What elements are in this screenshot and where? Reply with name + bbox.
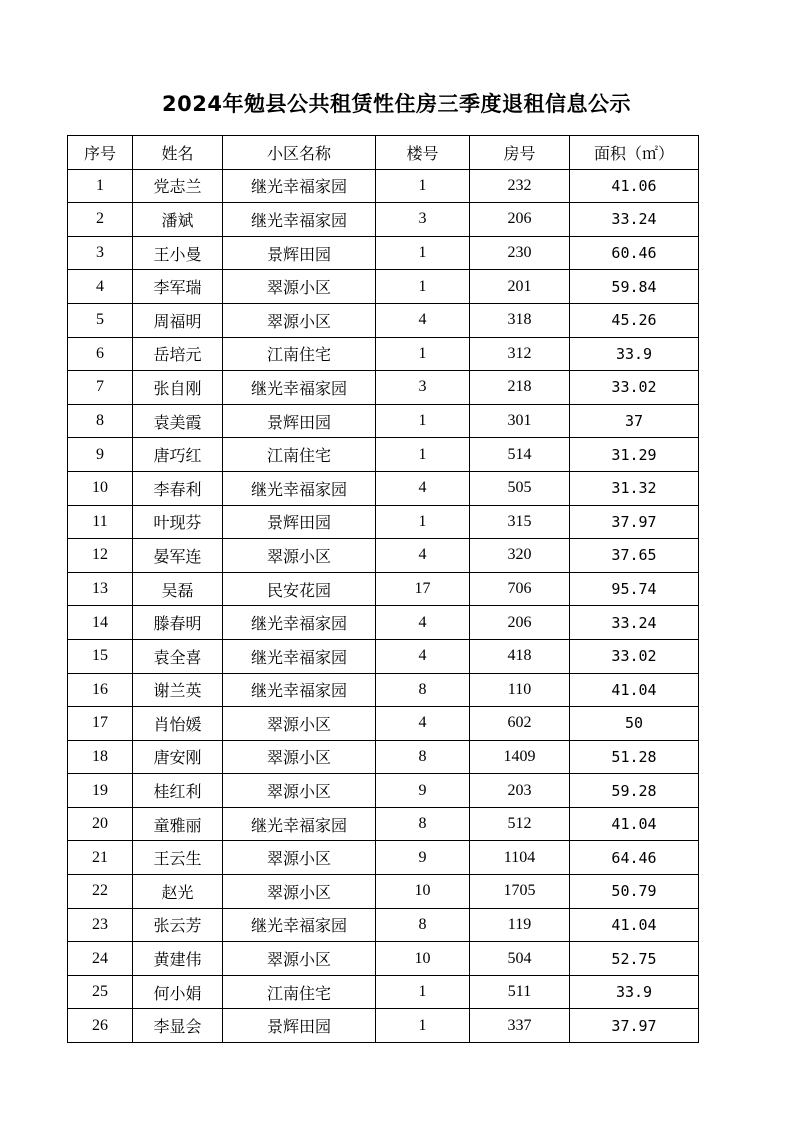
table-row [68,807,699,841]
table-row [68,337,699,371]
cell-community: 继光幸福家园 [223,203,376,237]
cell-index: 20 [68,807,133,841]
cell-community: 继光幸福家园 [223,807,376,841]
cell-area: 60.46 [570,236,699,270]
table-row [68,371,699,405]
header-community: 小区名称 [223,136,376,170]
cell-name: 赵光 [133,875,223,909]
cell-community: 江南住宅 [223,975,376,1009]
cell-building: 3 [376,371,470,405]
rent-withdrawal-table [67,135,699,1043]
cell-area: 31.32 [570,471,699,505]
cell-building: 9 [376,841,470,875]
cell-name: 王云生 [133,841,223,875]
cell-building: 8 [376,908,470,942]
cell-building: 4 [376,471,470,505]
cell-room: 301 [470,404,570,438]
cell-building: 1 [376,270,470,304]
cell-community: 江南住宅 [223,337,376,371]
table-header-row [68,136,699,170]
cell-community: 继光幸福家园 [223,908,376,942]
cell-community: 继光幸福家园 [223,639,376,673]
cell-area: 95.74 [570,572,699,606]
table-row [68,875,699,909]
cell-room: 512 [470,807,570,841]
table-row [68,438,699,472]
cell-area: 59.84 [570,270,699,304]
table-row [68,942,699,976]
table-row [68,236,699,270]
cell-community: 翠源小区 [223,841,376,875]
cell-area: 33.02 [570,371,699,405]
table-row [68,404,699,438]
cell-name: 党志兰 [133,169,223,203]
cell-room: 504 [470,942,570,976]
cell-room: 206 [470,203,570,237]
cell-building: 4 [376,539,470,573]
cell-name: 李显会 [133,1009,223,1043]
cell-room: 218 [470,371,570,405]
table-row [68,774,699,808]
cell-room: 203 [470,774,570,808]
cell-index: 22 [68,875,133,909]
cell-community: 继光幸福家园 [223,471,376,505]
cell-name: 潘斌 [133,203,223,237]
cell-name: 袁美霞 [133,404,223,438]
cell-room: 318 [470,303,570,337]
cell-index: 25 [68,975,133,1009]
cell-index: 16 [68,673,133,707]
cell-index: 10 [68,471,133,505]
cell-index: 13 [68,572,133,606]
cell-index: 14 [68,606,133,640]
cell-building: 1 [376,438,470,472]
cell-community: 继光幸福家园 [223,673,376,707]
cell-area: 51.28 [570,740,699,774]
cell-name: 岳培元 [133,337,223,371]
cell-room: 1705 [470,875,570,909]
cell-area: 37 [570,404,699,438]
cell-building: 1 [376,404,470,438]
cell-name: 滕春明 [133,606,223,640]
cell-community: 景辉田园 [223,404,376,438]
cell-room: 1104 [470,841,570,875]
cell-room: 1409 [470,740,570,774]
cell-area: 31.29 [570,438,699,472]
table-row [68,572,699,606]
cell-community: 民安花园 [223,572,376,606]
cell-area: 50.79 [570,875,699,909]
header-building: 楼号 [376,136,470,170]
cell-name: 王小曼 [133,236,223,270]
cell-building: 17 [376,572,470,606]
cell-index: 17 [68,707,133,741]
cell-room: 511 [470,975,570,1009]
cell-index: 4 [68,270,133,304]
cell-area: 41.04 [570,807,699,841]
cell-community: 翠源小区 [223,875,376,909]
cell-name: 周福明 [133,303,223,337]
cell-building: 1 [376,505,470,539]
cell-index: 9 [68,438,133,472]
cell-room: 230 [470,236,570,270]
table-row [68,975,699,1009]
cell-room: 232 [470,169,570,203]
cell-name: 唐巧红 [133,438,223,472]
table-row [68,639,699,673]
cell-name: 李军瑞 [133,270,223,304]
cell-name: 何小娟 [133,975,223,1009]
cell-name: 叶现芬 [133,505,223,539]
cell-building: 1 [376,236,470,270]
cell-room: 110 [470,673,570,707]
header-name: 姓名 [133,136,223,170]
cell-name: 桂红利 [133,774,223,808]
cell-building: 4 [376,303,470,337]
table-row [68,606,699,640]
cell-index: 1 [68,169,133,203]
cell-community: 翠源小区 [223,707,376,741]
cell-area: 37.97 [570,1009,699,1043]
cell-index: 26 [68,1009,133,1043]
table-row [68,505,699,539]
cell-index: 23 [68,908,133,942]
cell-index: 21 [68,841,133,875]
table-row [68,539,699,573]
cell-area: 50 [570,707,699,741]
table-row [68,673,699,707]
cell-room: 418 [470,639,570,673]
cell-index: 24 [68,942,133,976]
cell-building: 3 [376,203,470,237]
cell-area: 37.65 [570,539,699,573]
cell-area: 45.26 [570,303,699,337]
cell-index: 18 [68,740,133,774]
cell-area: 41.04 [570,673,699,707]
cell-community: 翠源小区 [223,774,376,808]
cell-building: 4 [376,707,470,741]
cell-area: 41.04 [570,908,699,942]
page-title: 2024年勉县公共租赁性住房三季度退租信息公示 [162,92,631,116]
cell-room: 505 [470,471,570,505]
cell-name: 吴磊 [133,572,223,606]
table-row [68,841,699,875]
header-index: 序号 [68,136,133,170]
cell-name: 肖怡媛 [133,707,223,741]
cell-name: 李春利 [133,471,223,505]
cell-area: 33.24 [570,606,699,640]
cell-building: 10 [376,875,470,909]
cell-name: 黄建伟 [133,942,223,976]
table-row [68,169,699,203]
cell-building: 1 [376,169,470,203]
cell-room: 312 [470,337,570,371]
table-row [68,1009,699,1043]
cell-name: 袁全喜 [133,639,223,673]
cell-building: 9 [376,774,470,808]
cell-name: 童雅丽 [133,807,223,841]
cell-building: 1 [376,975,470,1009]
cell-index: 3 [68,236,133,270]
cell-index: 7 [68,371,133,405]
cell-community: 继光幸福家园 [223,606,376,640]
cell-index: 5 [68,303,133,337]
cell-name: 张云芳 [133,908,223,942]
table-row [68,471,699,505]
cell-community: 景辉田园 [223,236,376,270]
cell-room: 315 [470,505,570,539]
cell-room: 602 [470,707,570,741]
cell-index: 6 [68,337,133,371]
cell-community: 翠源小区 [223,740,376,774]
table-row [68,303,699,337]
cell-room: 320 [470,539,570,573]
header-area: 面积（㎡） [570,136,699,170]
cell-community: 翠源小区 [223,539,376,573]
cell-building: 1 [376,1009,470,1043]
cell-community: 继光幸福家园 [223,371,376,405]
cell-community: 翠源小区 [223,303,376,337]
cell-building: 8 [376,673,470,707]
cell-community: 景辉田园 [223,1009,376,1043]
table-row [68,203,699,237]
cell-name: 谢兰英 [133,673,223,707]
cell-building: 4 [376,639,470,673]
cell-index: 11 [68,505,133,539]
cell-community: 翠源小区 [223,270,376,304]
cell-building: 4 [376,606,470,640]
cell-name: 晏军连 [133,539,223,573]
cell-name: 张自刚 [133,371,223,405]
cell-room: 119 [470,908,570,942]
cell-room: 337 [470,1009,570,1043]
cell-room: 206 [470,606,570,640]
table-body [68,169,699,1042]
cell-index: 12 [68,539,133,573]
table-row [68,908,699,942]
cell-room: 201 [470,270,570,304]
cell-area: 33.9 [570,975,699,1009]
cell-index: 19 [68,774,133,808]
cell-index: 15 [68,639,133,673]
cell-area: 33.9 [570,337,699,371]
cell-area: 41.06 [570,169,699,203]
cell-community: 江南住宅 [223,438,376,472]
cell-room: 514 [470,438,570,472]
cell-area: 33.02 [570,639,699,673]
cell-community: 继光幸福家园 [223,169,376,203]
cell-building: 8 [376,807,470,841]
cell-area: 52.75 [570,942,699,976]
cell-area: 64.46 [570,841,699,875]
table-row [68,270,699,304]
cell-building: 10 [376,942,470,976]
cell-area: 37.97 [570,505,699,539]
cell-room: 706 [470,572,570,606]
cell-index: 8 [68,404,133,438]
cell-community: 翠源小区 [223,942,376,976]
table-row [68,740,699,774]
cell-community: 景辉田园 [223,505,376,539]
cell-name: 唐安刚 [133,740,223,774]
cell-building: 8 [376,740,470,774]
header-room: 房号 [470,136,570,170]
cell-building: 1 [376,337,470,371]
cell-area: 33.24 [570,203,699,237]
cell-index: 2 [68,203,133,237]
cell-area: 59.28 [570,774,699,808]
table-row [68,707,699,741]
